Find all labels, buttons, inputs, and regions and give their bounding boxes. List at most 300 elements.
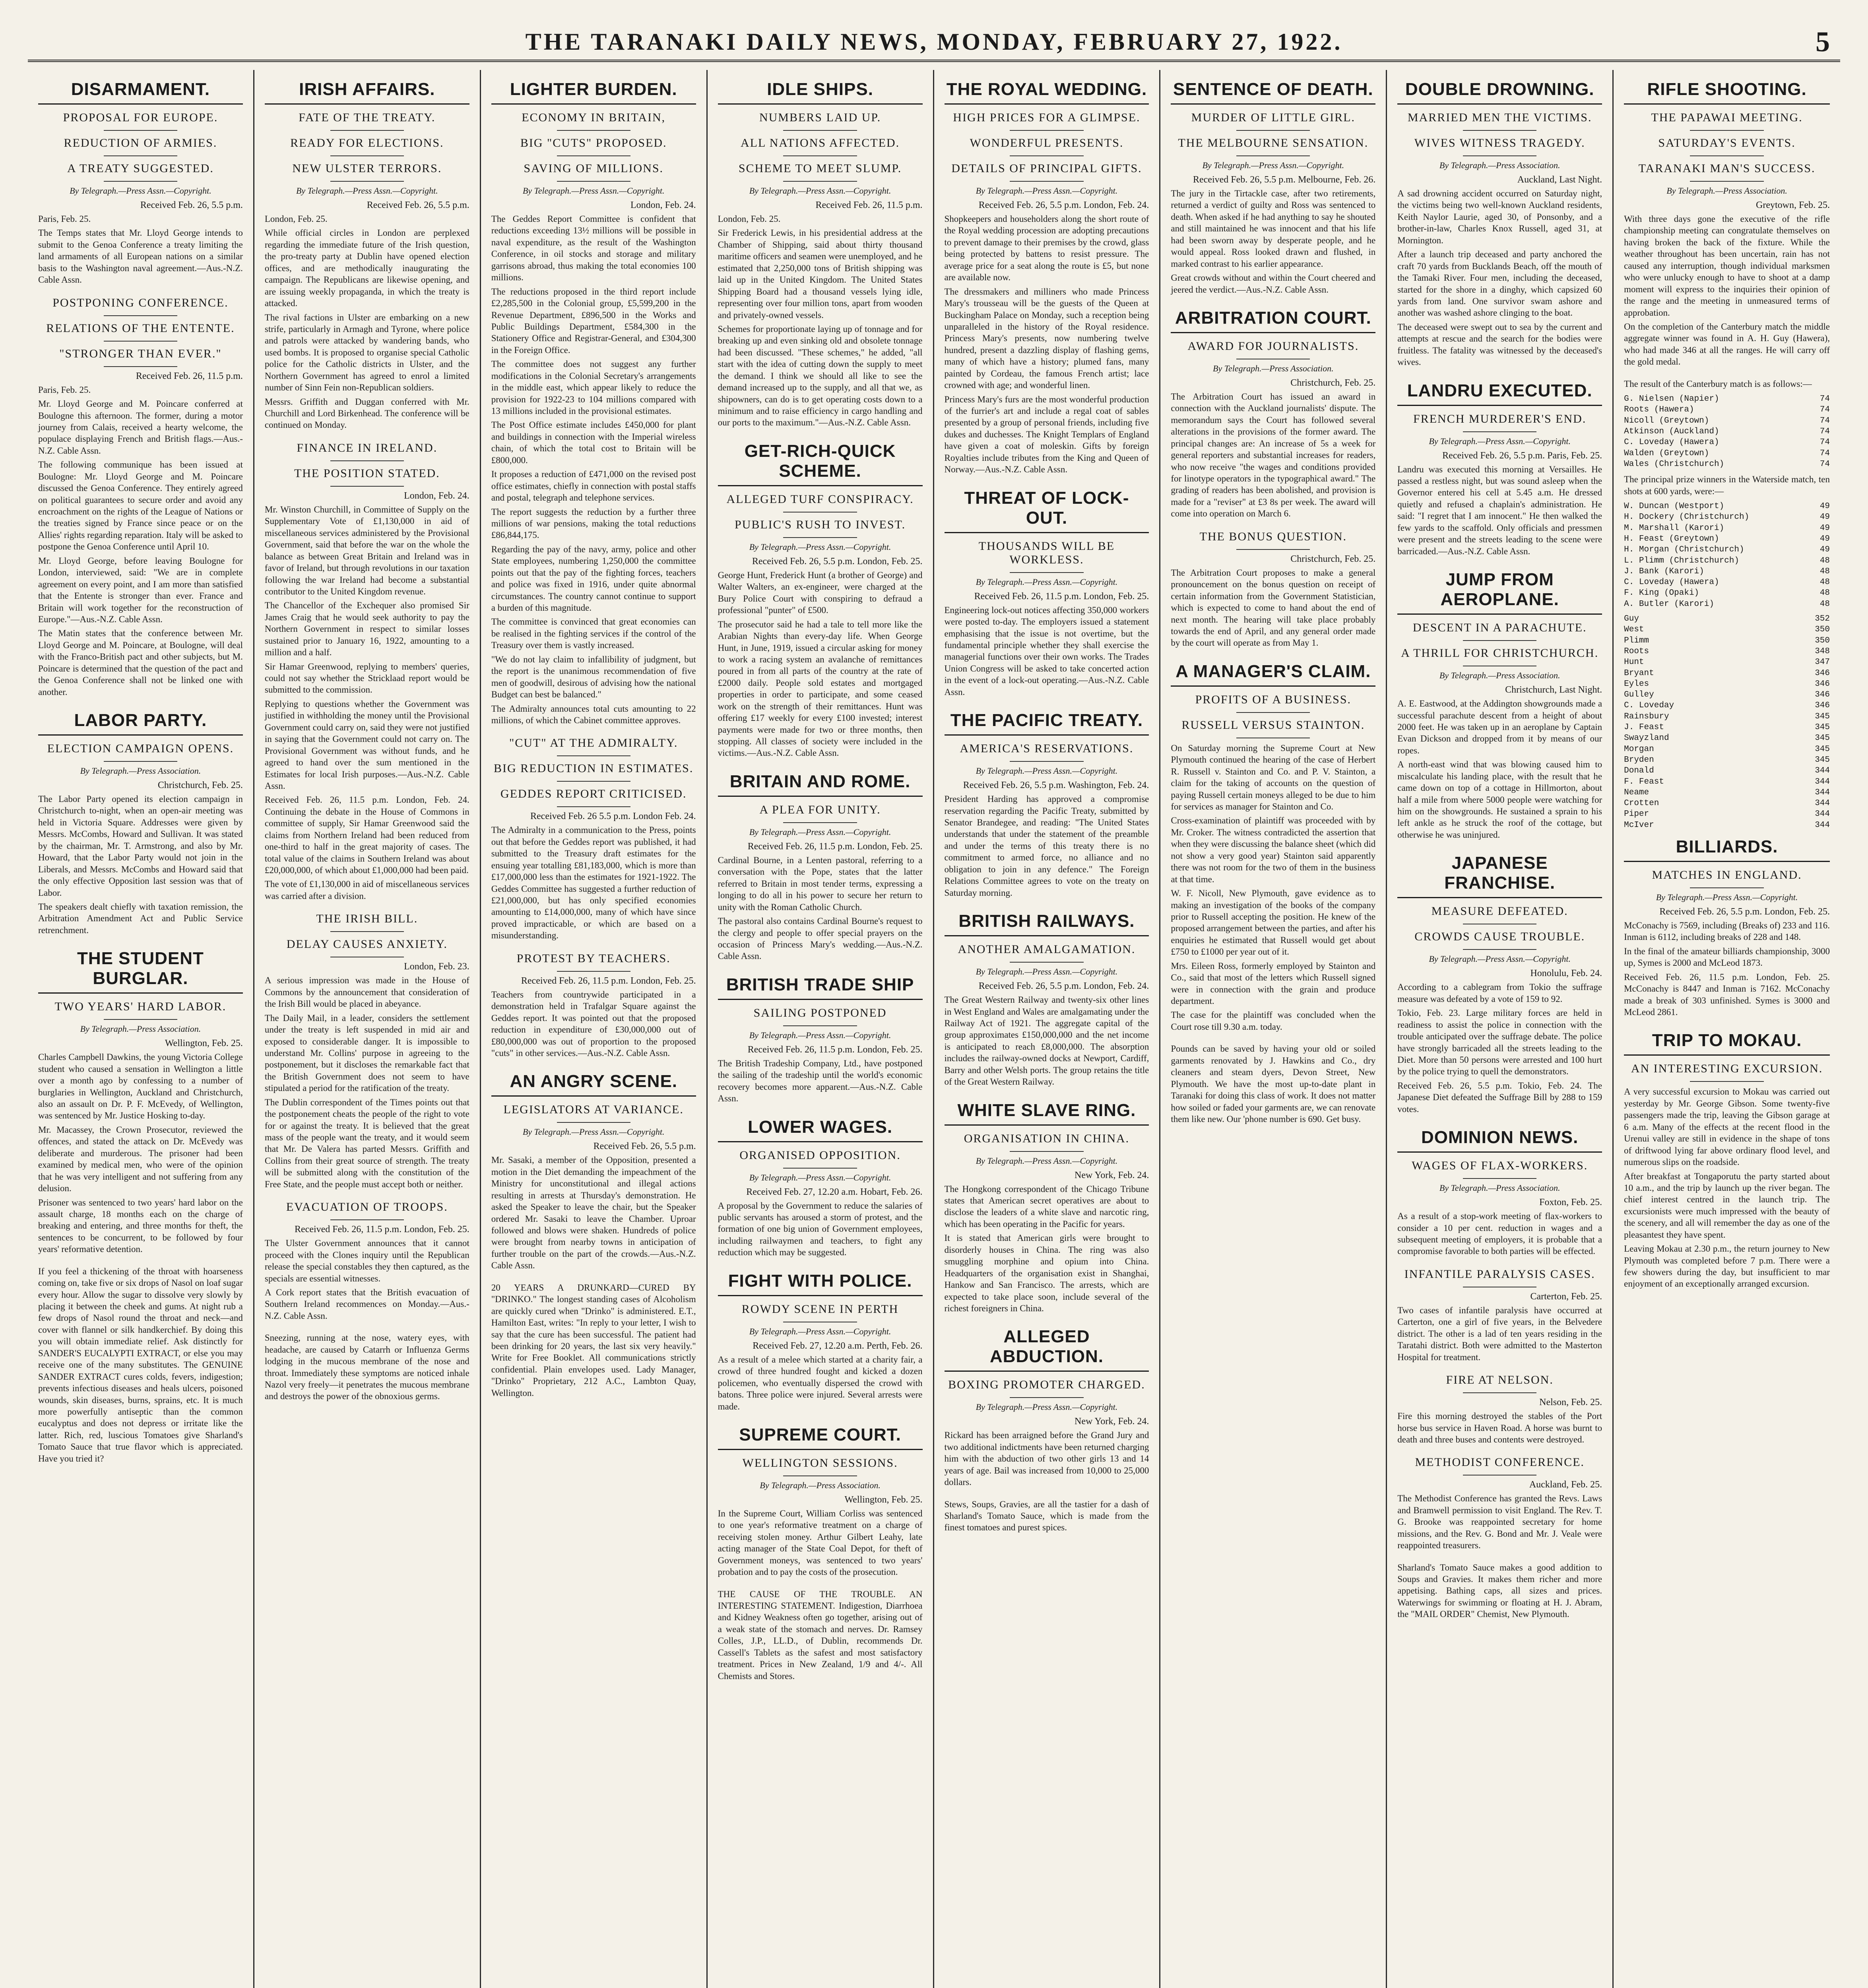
article-paragraph: The Hongkong correspondent of the Chicago Tribune states that American secret operatives are about to disclose the leaders of a white slave and narcotic ring, which has been operating in the Pacific for years. bbox=[944, 1184, 1149, 1229]
score-name: Swayzland bbox=[1624, 734, 1669, 743]
score-name: West bbox=[1624, 625, 1644, 635]
article-dateline: Received Feb. 26, 5.5 p.m. bbox=[140, 200, 243, 210]
article-dateline: Wellington, Feb. 25. bbox=[165, 1038, 243, 1049]
article-paragraph: Sir Frederick Lewis, in his presidential address at the Chamber of Shipping, said about thirty thousand maritime officers and seamen were unemployed, and he estimated that 2,250,000 tons of British shipping was laid up in the United Kingdom. The United States Shipping Board had a thousand vessels lying idle, representing over four million tons, apart from wooden and privately-owned vessels. bbox=[718, 228, 923, 320]
score-name: Walden (Greytown) bbox=[1624, 448, 1709, 458]
article-byline: By Telegraph.—Press Assn.—Copyright. bbox=[976, 1402, 1118, 1412]
article-paragraph: The Matin states that the conference between Mr. Lloyd George and M. Poincare, at Boulogne, will deal with the Franco-British pact and other subjects, but M. Poincare is determined that the question of the pact and the Genoa Conference shall not be linked one with another. bbox=[38, 628, 243, 697]
scores-intro: The principal prize winners in the Waterside match, ten shots at 600 yards, were:— bbox=[1624, 474, 1830, 496]
article-subhead: AN INTERESTING EXCURSION. bbox=[1631, 1062, 1823, 1076]
article-paragraph: London, Feb. 25. bbox=[264, 214, 328, 224]
score-name: C. Loveday bbox=[1624, 701, 1674, 711]
score-row bbox=[1624, 733, 1830, 744]
divider-rule bbox=[1010, 572, 1083, 573]
score-name: Atkinson (Auckland) bbox=[1624, 427, 1719, 437]
score-row bbox=[1624, 787, 1830, 798]
divider-rule bbox=[1010, 1397, 1083, 1398]
article-paragraph: The Post Office estimate includes £450,000 for plant and buildings in connection with the Imperial wireless chain, of which the total cost to Britain will be £800,000. bbox=[491, 420, 696, 465]
article-paragraph: Mr. Sasaki, a member of the Opposition, presented a motion in the Diet demanding the impeachment of the Ministry for unconstitutional and illegal actions resulting in arrests at Thursday's demonstration. He asked the Speaker to leave the chair, but the Speaker ordered Mr. Sasaki to leave the Chamber. Uproar followed and blows were shaken. Hundreds of police were brought from nearby towns in anticipation of further trouble on the part of the crowds.—Aus.-N.Z. Cable Assn. bbox=[491, 1155, 696, 1271]
score-value: 344 bbox=[1815, 766, 1830, 776]
score-name: Bryant bbox=[1624, 668, 1654, 678]
article-subhead: AMERICA'S RESERVATIONS. bbox=[960, 742, 1134, 755]
aggregate-results bbox=[1624, 613, 1830, 831]
article-subhead: A THRILL FOR CHRISTCHURCH. bbox=[1401, 646, 1599, 660]
article-subhead: A TREATY SUGGESTED. bbox=[67, 162, 214, 175]
score-row bbox=[1624, 744, 1830, 755]
article-dateline: Received Feb. 26, 11.5 p.m. bbox=[815, 200, 923, 210]
article-headline: BRITISH RAILWAYS. bbox=[945, 909, 1149, 936]
score-name: Roots (Hawera) bbox=[1624, 405, 1694, 415]
score-value: 48 bbox=[1820, 599, 1830, 609]
score-value: 74 bbox=[1820, 459, 1830, 469]
article-paragraph: The Chancellor of the Exchequer also promised Sir James Craig that he would seek authority to pay the Northern Government in respect to similar losses sustained prior to January 16, 1922, amounting to a million and a half. bbox=[264, 600, 469, 658]
column-1 bbox=[28, 70, 254, 1988]
article-headline: LOWER WAGES. bbox=[718, 1115, 923, 1142]
article-dateline: Foxton, Feb. 25. bbox=[1539, 1197, 1602, 1208]
score-row bbox=[1624, 459, 1830, 470]
score-name: Crotten bbox=[1624, 799, 1659, 808]
article-paragraph: A. E. Eastwood, at the Addington showgrounds made a successful parachute descent from a height of about 2000 feet. He was taken up in an aeroplane by Captain Evan Dickson and dropped from it by means of our ropes. bbox=[1397, 699, 1602, 755]
article-paragraph: The Temps states that Mr. Lloyd George intends to submit to the Genoa Conference a treaty limiting the land armaments of all European nations on a similar basis to the Washington naval agreement.—Aus.-N.Z. Cable Assn. bbox=[38, 228, 243, 285]
score-name: Neame bbox=[1624, 788, 1649, 797]
score-row bbox=[1624, 711, 1830, 722]
article-byline: By Telegraph.—Press Assn.—Copyright. bbox=[522, 186, 665, 196]
column-3 bbox=[481, 70, 708, 1988]
score-name: C. Loveday (Hawera) bbox=[1624, 438, 1719, 447]
score-value: 74 bbox=[1820, 416, 1830, 425]
column-7 bbox=[1387, 70, 1614, 1988]
article-headline: ARBITRATION COURT. bbox=[1171, 306, 1375, 333]
article-headline: JUMP FROM AEROPLANE. bbox=[1397, 567, 1602, 615]
score-row bbox=[1624, 512, 1830, 522]
article-paragraph: With three days gone the executive of the rifle championship meeting can congratulate themselves on having broken the back of the fixture. While the weather throughout has been uncertain, rain has not caused any interruption, though individual marksmen who were unlucky enough to have to shoot at a damp moment will express to the inquiries their opinion of the range and the meeting in unmeasured terms of approbation. bbox=[1624, 214, 1830, 318]
article-subhead: ECONOMY IN BRITAIN, bbox=[522, 111, 666, 124]
page-number: 5 bbox=[1816, 25, 1832, 58]
article-subhead: ORGANISATION IN CHINA. bbox=[964, 1132, 1130, 1145]
article-paragraph: George Hunt, Frederick Hunt (a brother of George) and Walter Walters, an ex-engineer, were charged at the Bury Police Court with conspiring to defraud a professional "punter" of £500. bbox=[718, 570, 923, 615]
article-paragraph: Engineering lock-out notices affecting 350,000 workers were posted to-day. The employers issued a statement emphasising that the issue is not overtime, but the fundamental principle whether they shall exercise the managerial functions over their own works. The Trades Union Congress will be asked to take concerted action in the event of a lock-out operating.—Aus.-N.Z. Cable Assn. bbox=[944, 605, 1149, 697]
score-value: 344 bbox=[1815, 777, 1830, 786]
score-name: M. Marshall (Karori) bbox=[1624, 523, 1724, 533]
article bbox=[38, 77, 243, 286]
article-dateline: Received Feb. 26, 5.5 p.m. Melbourne, Feb. 26. bbox=[1193, 175, 1376, 185]
article-headline: BILLIARDS. bbox=[1624, 835, 1830, 862]
article-paragraph: The vote of £1,130,000 in aid of miscellaneous services was carried after a division. bbox=[264, 879, 469, 901]
article-paragraph: The Dublin correspondent of the Times points out that the postponement cheats the people of the right to vote for or against the treaty. It is believed that the great mass of the people want the treaty, and it would seem that Mr. De Valera has parted Messrs. Griffith and Collins from their great source of strength. The treaty will be submitted along with the constitution of the Free State, and the people must accept both or neither. bbox=[264, 1097, 469, 1189]
score-value: 345 bbox=[1815, 723, 1830, 732]
score-name: Eyles bbox=[1624, 679, 1649, 689]
article bbox=[38, 946, 243, 1255]
score-row bbox=[1624, 820, 1830, 831]
article-dateline: Received Feb. 26, 11.5 p.m. London, Feb. 25. bbox=[974, 591, 1149, 602]
article-paragraph: The jury in the Tirtackle case, after two retirements, returned a verdict of guilty and Ross was sentenced to death. When asked if he had anything to say he shouted and still maintained he was innocent and that his life had been sworn away by desperate people, and he would appeal. Ross looked drawn and flushed, in marked contrast to his earlier appearance. bbox=[1171, 188, 1376, 269]
article-dateline: Received Feb. 26, 5.5 p.m. bbox=[367, 200, 469, 210]
article-subhead: EVACUATION OF TROOPS. bbox=[286, 1200, 448, 1214]
divider-rule bbox=[557, 971, 630, 972]
article-paragraph: In the Supreme Court, William Corliss was sentenced to one year's reformative treatment on a charge of receiving stolen money. Arthur Gilbert Leahy, late acting manager of the State Coal Depot, for theft of Government moneys, was sentenced to two years' probation and to pay the costs of the prosecution. bbox=[718, 1508, 923, 1577]
article-subhead: NEW ULSTER TERRORS. bbox=[292, 162, 442, 175]
article-subhead: WONDERFUL PRESENTS. bbox=[970, 136, 1124, 149]
score-name: J. Bank (Karori) bbox=[1624, 567, 1704, 576]
article bbox=[1397, 1268, 1602, 1363]
article-paragraph: Cross-examination of plaintiff was proceeded with by Mr. Croker. The witness contradicted the assertion that when they were discussing the balance sheet (which did not show a very good year) Stainton said apparently there was not room for the two of them in the business at that time. bbox=[1171, 815, 1376, 884]
article-byline: By Telegraph.—Press Assn.—Copyright. bbox=[749, 186, 891, 196]
columns-grid bbox=[28, 70, 1840, 1988]
score-row bbox=[1624, 798, 1830, 809]
article-byline: By Telegraph.—Press Assn.—Copyright. bbox=[749, 827, 891, 837]
article-headline: IDLE SHIPS. bbox=[718, 77, 923, 105]
score-row bbox=[1624, 646, 1830, 657]
score-value: 49 bbox=[1820, 534, 1830, 544]
article-paragraph: "We do not lay claim to infallibility of judgment, but the report is the unanimous recommendation of five men of goodwill, desirous of advising how the national Budget can best be balanced." bbox=[491, 654, 696, 700]
article-subhead: PUBLIC'S RUSH TO INVEST. bbox=[734, 518, 906, 531]
article-paragraph: Great crowds without and within the Court cheered and jeered the verdict.—Aus.-N.Z. Cable Assn. bbox=[1171, 273, 1376, 295]
article-paragraph: Mr. Lloyd George and M. Poincare conferred at Boulogne this afternoon. The former, during a motor journey from Calais, received a hearty welcome, the populace displaying French and British flags.—Aus.-N.Z. Cable Assn. bbox=[38, 399, 243, 456]
scores-intro: The result of the Canterbury match is as follows:— bbox=[1624, 379, 1812, 389]
article-subhead: PROPOSAL FOR EUROPE. bbox=[63, 111, 218, 124]
article-subhead: THE PAPAWAI MEETING. bbox=[1651, 111, 1803, 124]
article-byline: By Telegraph.—Press Association. bbox=[1439, 670, 1560, 681]
waterside-results bbox=[1624, 501, 1830, 610]
score-value: 49 bbox=[1820, 513, 1830, 522]
score-value: 345 bbox=[1815, 734, 1830, 743]
article-paragraph: A proposal by the Government to reduce the salaries of public servants has aroused a storm of protest, and the formation of one big union of Government employees, including railwaymen and teachers, to fight any reduction which may be suggested. bbox=[718, 1200, 923, 1258]
article-headline: WHITE SLAVE RING. bbox=[945, 1098, 1149, 1126]
advertisement: Sharland's Tomato Sauce makes a good addition to Soups and Gravies. It makes them richer and more appetising. Bathing caps, all sizes and prices. Waterwings for swimming or floating at H. J. Abram, the "MAIL ORDER" Chemist, New Plymouth. bbox=[1397, 1562, 1602, 1619]
article-subhead: ALL NATIONS AFFECTED. bbox=[741, 136, 900, 149]
divider-rule bbox=[783, 512, 857, 513]
article-paragraph: The Arbitration Court proposes to make a general pronouncement on the bonus question on receipt of certain information from the Government Statistician, which is expected to come to hand about the end of next month. The hearing will take place probably towards the end of April, and any general order made by the court will operate as from May 1. bbox=[1171, 567, 1376, 648]
score-value: 48 bbox=[1820, 567, 1830, 576]
article bbox=[491, 952, 696, 1059]
score-row bbox=[1624, 668, 1830, 679]
article-headline: ALLEGED ABDUCTION. bbox=[945, 1324, 1149, 1372]
divider-rule bbox=[1010, 962, 1083, 963]
divider-rule bbox=[330, 181, 404, 182]
score-name: Wales (Christchurch) bbox=[1624, 459, 1724, 469]
article-headline: TRIP TO MOKAU. bbox=[1624, 1028, 1830, 1056]
article-subhead: FIRE AT NELSON. bbox=[1446, 1373, 1554, 1387]
article-paragraph: The committee does not suggest any further modifications in the Colonial Secretary's arrangements in the middle east, which appear likely to reduce the provision for 1922-23 to 104 millions compared with 13 millions included in the provisional estimates. bbox=[491, 359, 696, 416]
divider-rule bbox=[1236, 712, 1310, 713]
score-value: 346 bbox=[1815, 679, 1830, 689]
divider-rule bbox=[104, 366, 177, 367]
article-subhead: RUSSELL VERSUS STAINTON. bbox=[1181, 718, 1365, 732]
score-name: F. Feast bbox=[1624, 777, 1664, 786]
article-byline: By Telegraph.—Press Association. bbox=[1213, 363, 1334, 373]
score-value: 344 bbox=[1815, 788, 1830, 797]
article-byline: By Telegraph.—Press Assn.—Copyright. bbox=[1429, 954, 1571, 964]
article-headline: GET-RICH-QUICK SCHEME. bbox=[718, 439, 923, 486]
article-headline: LIGHTER BURDEN. bbox=[491, 77, 696, 105]
score-name: W. Duncan (Westport) bbox=[1624, 502, 1724, 511]
article-dateline: London, Feb. 23. bbox=[404, 961, 469, 972]
article bbox=[1397, 1125, 1602, 1257]
score-value: 344 bbox=[1815, 810, 1830, 819]
column-5 bbox=[934, 70, 1161, 1988]
article bbox=[38, 708, 243, 936]
article-subhead: MARRIED MEN THE VICTIMS. bbox=[1407, 111, 1592, 124]
article-subhead: ORGANISED OPPOSITION. bbox=[739, 1148, 901, 1162]
article-paragraph: The British Tradeship Company, Ltd., have postponed the sailing of the tradeship until the world's economic recovery becomes more apparent.—Aus.-N.Z. Cable Assn. bbox=[718, 1058, 923, 1104]
article-headline: LANDRU EXECUTED. bbox=[1397, 379, 1602, 406]
article-paragraph: Messrs. Griffith and Duggan conferred with Mr. Churchill and Lord Birkenhead. The conference will be continued on Monday. bbox=[264, 396, 469, 430]
score-name: Roots bbox=[1624, 646, 1649, 656]
article bbox=[718, 1269, 923, 1412]
article-byline: By Telegraph.—Press Assn.—Copyright. bbox=[976, 1155, 1118, 1166]
article-subhead: ELECTION CAMPAIGN OPENS. bbox=[47, 742, 234, 755]
article-subhead: THE POSITION STATED. bbox=[294, 466, 440, 480]
article-subhead: A PLEA FOR UNITY. bbox=[759, 803, 881, 816]
divider-rule bbox=[1236, 130, 1310, 131]
article-paragraph: The reductions proposed in the third report include £2,285,500 in the Colonial group, £5,599,200 in the Revenue Department, £896,500 in the Works and Public Buildings Department, £584,300 in the Stationery Office and Registrar-General, and £304,300 in the Foreign Office. bbox=[491, 286, 696, 355]
article-byline: By Telegraph.—Press Assn.—Copyright. bbox=[976, 967, 1118, 977]
divider-rule bbox=[1463, 431, 1536, 432]
article-subhead: SAVING OF MILLIONS. bbox=[524, 162, 663, 175]
article-paragraph: In the final of the amateur billiards championship, 3000 up, Symes is 2000 and McLeod 1873. bbox=[1624, 946, 1830, 968]
advertisement: Sneezing, running at the nose, watery eyes, with headache, are caused by Catarrh or Influenza Germs lodging in the mucous membrane of the nose and throat. Immediately these symptoms are noticed inhale Nazol very freely—it penetrates the mucous membrane and destroys the power of the obnoxious germs. bbox=[264, 1333, 469, 1402]
article-subhead: THOUSANDS WILL BE WORKLESS. bbox=[978, 539, 1115, 566]
article-dateline: Received Feb. 26, 5.5 p.m. London, Feb. 25. bbox=[1659, 906, 1830, 917]
column-4 bbox=[708, 70, 934, 1988]
divider-rule bbox=[1690, 155, 1764, 156]
advertisement: Pounds can be saved by having your old or soiled garments renovated by J. Hawkins and Co., dry cleaners and steam dyers, Devon Street, New Plymouth. We have the most up-to-date plant in Taranaki for doing this class of work. It does not matter how soiled or faded your garments are, we can renovate them like new. Our 'phone number is 690. Get busy. bbox=[1171, 1044, 1376, 1124]
article-byline: By Telegraph.—Press Assn.—Copyright. bbox=[1202, 160, 1344, 170]
score-name: A. Butler (Karori) bbox=[1624, 599, 1714, 609]
article-subhead: WAGES OF FLAX-WORKERS. bbox=[1412, 1159, 1588, 1173]
article-headline: BRITAIN AND ROME. bbox=[718, 769, 923, 797]
divider-rule bbox=[783, 155, 857, 156]
article-subhead: REDUCTION OF ARMIES. bbox=[64, 136, 217, 149]
article-headline: DOMINION NEWS. bbox=[1397, 1125, 1602, 1153]
article-dateline: Carterton, Feb. 25. bbox=[1530, 1291, 1602, 1302]
article-byline: By Telegraph.—Press Assn.—Copyright. bbox=[976, 577, 1118, 587]
score-row bbox=[1624, 599, 1830, 610]
article bbox=[718, 77, 923, 429]
article-paragraph: The Daily Mail, in a leader, considers the settlement under the treaty is left suspended in mid air and exposed to considerable danger. It is impossible to understand Mr. Collins' purpose in agreeing to the postponement, but it discloses the remarkable fact that the British Government does not seem to have stipulated a period for the ratification of the treaty. bbox=[264, 1013, 469, 1093]
article-paragraph: W. F. Nicoll, New Plymouth, gave evidence as to making an investigation of the books of the company prior to Russell accepting the position. He knew of the proposed arrangement between the parties, and after his enquiries he estimated that Russell would get about £750 to £1000 per year out of it. bbox=[1171, 888, 1376, 957]
article-byline: By Telegraph.—Press Association. bbox=[1439, 160, 1560, 170]
article-dateline: Received Feb. 26, 11.5 p.m. London, Feb. 25. bbox=[521, 975, 696, 986]
article-dateline: Received Feb. 26, 5.5 p.m. Paris, Feb. 25. bbox=[1442, 450, 1602, 461]
article bbox=[1624, 77, 1830, 368]
article-subhead: WIVES WITNESS TRAGEDY. bbox=[1414, 136, 1585, 149]
article-headline: SENTENCE OF DEATH. bbox=[1171, 77, 1375, 105]
divider-rule bbox=[1463, 949, 1536, 950]
article bbox=[718, 1423, 923, 1578]
article-byline: By Telegraph.—Press Assn.—Copyright. bbox=[749, 1326, 891, 1336]
score-row bbox=[1624, 765, 1830, 776]
score-name: F. King (Opaki) bbox=[1624, 588, 1699, 598]
article-paragraph: Tokio, Feb. 23. Large military forces are held in readiness to assist the police in connection with the trouble anticipated over the suffrage debate. The police have strongly barricaded all the streets leading to the Diet. More than 50 persons were arrested and 100 hurt by the police trying to quell the demonstrators. bbox=[1397, 1008, 1602, 1077]
article-subhead: PROFITS OF A BUSINESS. bbox=[1195, 693, 1352, 706]
article-dateline: Christchurch, Feb. 25. bbox=[1290, 553, 1376, 564]
article-paragraph: The rival factions in Ulster are embarking on a new strife, particularly in Armagh and Tyrone, where police and patrols were attacked by wandering bands, who used bombs. It is proposed to organise special Catholic police for the Catholic districts in Ulster, and the Northern Government has agreed to enrol a limited number of Sinn Fein non-Republican soldiers. bbox=[264, 312, 469, 393]
score-name: McIver bbox=[1624, 820, 1654, 830]
divider-rule bbox=[783, 130, 857, 131]
article-subhead: MURDER OF LITTLE GIRL. bbox=[1191, 111, 1355, 124]
divider-rule bbox=[783, 537, 857, 538]
article-paragraph: As a result of a stop-work meeting of flax-workers to consider a 10 per cent. reduction in wages and a subsequent meeting of employers, it is probable that a compromise favorable to both parties will be effected. bbox=[1397, 1211, 1602, 1256]
article-dateline: Received Feb. 26 5.5 p.m. London Feb. 24. bbox=[530, 811, 696, 822]
score-value: 346 bbox=[1815, 690, 1830, 700]
article-paragraph: The speakers dealt chiefly with taxation remission, the Arbitration Amendment Act and Public Service retrenchment. bbox=[38, 901, 243, 935]
advertisement: If you feel a thickening of the throat with hoarseness coming on, take five or six drops of Nasol on loaf sugar every hour. Allow the sugar to dissolve very slowly by placing it between the cheek and gums. At night rub a few drops of Nasol round the throat and neck—and cover with flannel or silk handkerchief. By doing this you will obtain immediate relief. Ask distinctly for SANDER'S EUCALYPTI EXTRACT, or else you may receive one of the many substitutes. The GENUINE SANDER EXTRACT cures colds, fevers, indigestion; prevents infectious diseases and heals ulcers, poisoned wounds, skin diseases, burns, sprains, etc. It is much more powerfully antiseptic than the common eucalyptus and does not depress or irritate like the latter. Rich, red, luscious Tomatoes give Sharland's Tomato Sauce that true flavor which is appreciated. Have you tried it? bbox=[38, 1266, 243, 1464]
divider-rule bbox=[1690, 1081, 1764, 1082]
masthead bbox=[28, 24, 1840, 62]
score-value: 74 bbox=[1820, 394, 1830, 404]
column-6 bbox=[1160, 70, 1387, 1988]
article-byline: By Telegraph.—Press Assn.—Copyright. bbox=[976, 186, 1118, 196]
article-byline: By Telegraph.—Press Assn.—Copyright. bbox=[296, 186, 438, 196]
article-paragraph: A Cork report states that the British evacuation of Southern Ireland recommences on Monday.—Aus.-N.Z. Cable Assn. bbox=[264, 1287, 469, 1321]
score-name: G. Nielsen (Napier) bbox=[1624, 394, 1719, 404]
article-subhead: MATCHES IN ENGLAND. bbox=[1652, 868, 1802, 881]
article-dateline: Honolulu, Feb. 24. bbox=[1530, 968, 1602, 979]
score-value: 346 bbox=[1815, 668, 1830, 678]
article-paragraph: A serious impression was made in the House of Commons by the announcement that consideration of the Irish Bill would be placed in abeyance. bbox=[264, 975, 469, 1009]
article-paragraph: The Admiralty announces total cuts amounting to 22 millions, of which the Cabinet committee approves. bbox=[491, 703, 696, 725]
article bbox=[945, 1098, 1149, 1314]
score-name: H. Morgan (Christchurch) bbox=[1624, 545, 1744, 555]
article-paragraph: After a launch trip deceased and party anchored the craft 70 yards from Bucklands Beach, off the mouth of the Tamaki River. Four men, including the deceased, started for the shore in a dinghy, which capsized 60 yards from land. One survivor swam ashore and another was washed ashore clinging to the boat. bbox=[1397, 249, 1602, 318]
article-subhead: BIG "CUTS" PROPOSED. bbox=[520, 136, 667, 149]
score-row bbox=[1624, 635, 1830, 646]
article bbox=[945, 708, 1149, 899]
article-dateline: Received Feb. 26, 11.5 p.m. bbox=[136, 371, 243, 381]
article-byline: By Telegraph.—Press Assn.—Copyright. bbox=[976, 766, 1118, 776]
article bbox=[265, 1200, 469, 1322]
divider-rule bbox=[330, 460, 404, 461]
article-paragraph: President Harding has approved a compromise reservation regarding the Pacific Treaty, submitted by Senator Brandegee, and reading: "The United States understands that under the statement of the preamble and under the terms of this treaty there is no commitment to armed force, no alliance and no obligation to join in any defence." The Foreign Relations Committee agrees to vote on the treaty on Saturday morning. bbox=[944, 794, 1149, 898]
article bbox=[945, 1324, 1149, 1488]
score-row bbox=[1624, 394, 1830, 404]
article-paragraph: Charles Campbell Dawkins, the young Victoria College student who caused a sensation in Wellington a little over a month ago by confessing to a number of burglaries in Wellington, Auckland and Christchurch, also an assault on Dr. P. F. McEvedy, of Wellington, was sentenced by Mr. Justice Hosking to-day. bbox=[38, 1052, 243, 1121]
score-value: 74 bbox=[1820, 427, 1830, 437]
divider-rule bbox=[557, 155, 630, 156]
article-headline: AN ANGRY SCENE. bbox=[491, 1069, 696, 1097]
article-paragraph: Shopkeepers and householders along the short route of the Royal wedding procession are adopting precautions to prevent damage to their premises by the crowd, glass being protected by battens to resist pressure. The average price for a seat along the route is £5, but none are available now. bbox=[944, 214, 1149, 283]
score-name: J. Feast bbox=[1624, 723, 1664, 732]
article-byline: By Telegraph.—Press Association. bbox=[1439, 1183, 1560, 1193]
article bbox=[265, 77, 469, 431]
score-row bbox=[1624, 426, 1830, 437]
score-name: Bryden bbox=[1624, 755, 1654, 765]
score-row bbox=[1624, 588, 1830, 598]
article-paragraph: Received Feb. 26, 11.5 p.m. London, Feb. 24. Continuing the debate in the House of Commons in committee of supply, Sir Hamar Greenwood said the claims from Northern Ireland had been reduced from one-third to half in the great majority of cases. The total value of the claims in Southern Ireland was about £20,000,000, of which about £1,000,000 had been paid. bbox=[264, 795, 469, 875]
article bbox=[1397, 851, 1602, 1115]
article-dateline: Christchurch, Feb. 25. bbox=[157, 780, 243, 790]
article-paragraph: The prosecutor said he had a tale to tell more like the Arabian Nights than every-day life. When George Hunt, in June, 1919, issued a circular asking for money to work a racing system an avalanche of remittances poured in from all parts of the country at the rate of £2000 daily. People sold estates and mortgaged properties in order to participate, and some ceased work on the strength of their remittances. Hunt was offering £17 weekly for every £100 invested; interest payments were made for two or three months, then stopping. All classes of society were included in the victims.—Aus.-N.Z. Cable Assn. bbox=[718, 619, 923, 758]
score-row bbox=[1624, 657, 1830, 668]
article bbox=[718, 1115, 923, 1258]
article-paragraph: London, Feb. 25. bbox=[718, 214, 781, 224]
article-dateline: Received Feb. 27, 12.20 a.m. Hobart, Feb. 26. bbox=[746, 1186, 923, 1197]
article-paragraph: According to a cablegram from Tokio the suffrage measure was defeated by a vote of 159 to 92. bbox=[1397, 982, 1602, 1004]
article-subhead: BIG REDUCTION IN ESTIMATES. bbox=[494, 762, 694, 775]
score-value: 348 bbox=[1815, 646, 1830, 656]
score-row bbox=[1624, 544, 1830, 555]
article-paragraph: While official circles in London are perplexed regarding the immediate future of the Irish question, the pro-treaty party at Dublin have opened election offices, and are methodically inaugurating the campaign. The Republicans are likewise opening, and are issuing weekly propaganda, in which the treaty is attacked. bbox=[264, 228, 469, 309]
divider-rule bbox=[1010, 181, 1083, 182]
article-subhead: BOXING PROMOTER CHARGED. bbox=[948, 1378, 1145, 1392]
article-subhead: ROWDY SCENE IN PERTH bbox=[741, 1302, 899, 1316]
divider-rule bbox=[557, 130, 630, 131]
article-subhead: TARANAKI MAN'S SUCCESS. bbox=[1638, 162, 1816, 175]
article bbox=[491, 77, 696, 726]
score-name: Gulley bbox=[1624, 690, 1654, 700]
score-row bbox=[1624, 555, 1830, 566]
article-paragraph: Paris, Feb. 25. bbox=[38, 384, 91, 395]
score-value: 352 bbox=[1815, 614, 1830, 624]
score-value: 74 bbox=[1820, 438, 1830, 447]
article-paragraph: The Ulster Government announces that it cannot proceed with the Clones inquiry until the Republican release the special constables they then captured, as the specials are essential witnesses. bbox=[264, 1238, 469, 1283]
article-paragraph: Princess Mary's furs are the most wonderful production of the furrier's art and include a regal coat of sables presented by a group of personal friends, including five dukes and duchesses. The Knight Templars of England have given a coat of moleskin. Gifts by foreign Royalties include tributes from the King and Queen of Norway.—Aus.-N.Z. Cable Assn. bbox=[944, 394, 1149, 475]
article-subhead: DETAILS OF PRINCIPAL GIFTS. bbox=[951, 162, 1142, 175]
score-row bbox=[1624, 722, 1830, 733]
article-headline: DISARMAMENT. bbox=[38, 77, 243, 105]
score-value: 74 bbox=[1820, 405, 1830, 415]
article-subhead: DESCENT IN A PARACHUTE. bbox=[1412, 621, 1587, 635]
article-dateline: Received Feb. 26, 5.5 p.m. Washington, Feb. 24. bbox=[963, 780, 1149, 791]
score-row bbox=[1624, 534, 1830, 544]
divider-rule bbox=[1463, 130, 1536, 131]
article-headline: RIFLE SHOOTING. bbox=[1624, 77, 1830, 105]
article bbox=[1171, 659, 1375, 1033]
score-value: 350 bbox=[1815, 636, 1830, 645]
divider-rule bbox=[1463, 155, 1536, 156]
score-row bbox=[1624, 448, 1830, 459]
article-subhead: THE MELBOURNE SENSATION. bbox=[1178, 136, 1369, 149]
article-paragraph: A very successful excursion to Mokau was carried out yesterday by Mr. George Gibson. Some twenty-five passengers made the trip, leaving the Gibson garage at 6 a.m. Many of the effects at the recent flood in the Urenui valley are still in evidence in the shape of tons of driftwood lying far above ordinary flood level, and numerous slips on the roadside. bbox=[1624, 1087, 1830, 1167]
score-value: 346 bbox=[1815, 701, 1830, 711]
article-headline: A MANAGER'S CLAIM. bbox=[1171, 659, 1375, 687]
article-headline: THE ROYAL WEDDING. bbox=[945, 77, 1149, 105]
score-row bbox=[1624, 755, 1830, 765]
article bbox=[1171, 530, 1375, 649]
article-headline: THREAT OF LOCK-OUT. bbox=[945, 486, 1149, 533]
article-subhead: AWARD FOR JOURNALISTS. bbox=[1187, 339, 1359, 353]
article-paragraph: The pastoral also contains Cardinal Bourne's request to the clergy and people to offer special prayers on the occasion of Princess Mary's wedding.—Aus.-N.Z. Cable Assn. bbox=[718, 916, 923, 961]
score-value: 347 bbox=[1815, 658, 1830, 667]
score-value: 48 bbox=[1820, 556, 1830, 565]
article-subhead: READY FOR ELECTIONS. bbox=[290, 136, 444, 149]
article-dateline: Nelson, Feb. 25. bbox=[1539, 1397, 1602, 1408]
divider-rule bbox=[104, 155, 177, 156]
article bbox=[1397, 1373, 1602, 1445]
canterbury-results bbox=[1624, 394, 1830, 470]
score-name: C. Loveday (Hawera) bbox=[1624, 578, 1719, 587]
article-paragraph: The committee is convinced that great economies can be realised in the fighting services if the control of the Treasury over them is vastly increased. bbox=[491, 617, 696, 650]
score-row bbox=[1624, 437, 1830, 448]
article-subhead: PROTEST BY TEACHERS. bbox=[516, 951, 671, 965]
article-paragraph: It proposes a reduction of £471,000 on the revised post office estimates, chiefly in connection with postal staffs and postal, telegraph and telephone services. bbox=[491, 469, 696, 503]
score-row bbox=[1624, 777, 1830, 787]
article-paragraph: A north-east wind that was blowing caused him to miscalculate his landing place, with the result that he came down on top of a cottage in Hillmorton, about half a mile from where 5000 people were watching for him on the showgrounds. He sustained a sprain to his left ankle as he struck the roof of the cottage, but otherwise he was uninjured. bbox=[1397, 759, 1602, 840]
article-byline: By Telegraph.—Press Association. bbox=[80, 1024, 201, 1034]
divider-rule bbox=[1463, 1178, 1536, 1179]
article-subhead: NUMBERS LAID UP. bbox=[759, 111, 881, 124]
advertisement: Stews, Soups, Gravies, are all the tastier for a dash of Sharland's Tomato Sauce, which is made from the finest tomatoes and purest spices. bbox=[944, 1499, 1149, 1533]
article-subhead: SAILING POSTPONED bbox=[753, 1006, 887, 1019]
article-subhead: THE BONUS QUESTION. bbox=[1199, 530, 1347, 543]
divider-rule bbox=[1010, 761, 1083, 762]
score-name: H. Dockery (Christchurch) bbox=[1624, 513, 1750, 522]
article-dateline: Received Feb. 26, 5.5 p.m. London, Feb. 24. bbox=[978, 200, 1149, 210]
article-headline: THE STUDENT BURGLAR. bbox=[38, 946, 243, 994]
article-paragraph: Fire this morning destroyed the stables of the Port horse bus service in Haven Road. A horse was burnt to death and three buses and contents were destroyed. bbox=[1397, 1411, 1602, 1444]
divider-rule bbox=[104, 341, 177, 342]
